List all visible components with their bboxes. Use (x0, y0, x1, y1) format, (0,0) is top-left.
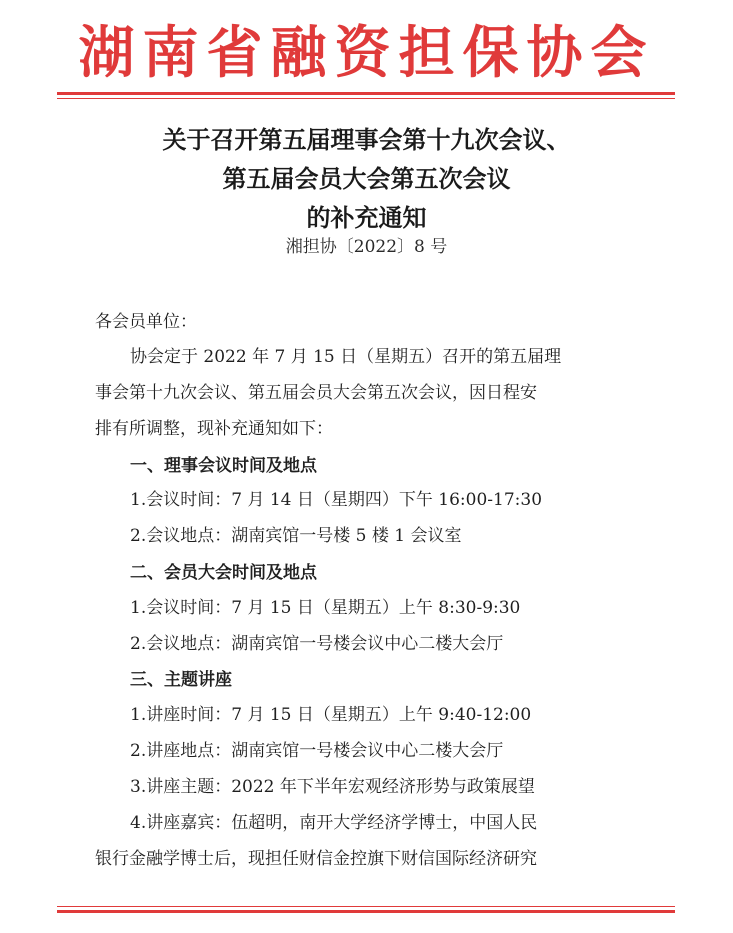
section-2-heading: 二、会员大会时间及地点 (130, 563, 317, 583)
section-1-item-2: 2.会议地点：湖南宾馆一号楼 5 楼 1 会议室 (130, 526, 462, 546)
section-3-item-2: 2.讲座地点：湖南宾馆一号楼会议中心二楼大会厅 (130, 741, 504, 761)
letterhead-rule-top-thin (57, 98, 675, 99)
section-3-item-4: 4.讲座嘉宾：伍超明，南开大学经济学博士，中国人民 (130, 813, 538, 833)
title-line-2: 第五届会员大会第五次会议 (222, 164, 511, 193)
footer-rule-thick (57, 910, 675, 913)
title-line-1: 关于召开第五届理事会第十九次会议、 (162, 125, 571, 154)
intro-line-3: 排有所调整，现补充通知如下： (95, 419, 333, 439)
section-1-item-1: 1.会议时间：7 月 14 日（星期四）下午 16:00-17:30 (130, 490, 543, 510)
section-1-heading: 一、理事会议时间及地点 (130, 456, 317, 476)
section-3-item-1: 1.讲座时间：7 月 15 日（星期五）上午 9:40-12:00 (130, 705, 532, 725)
salutation: 各会员单位： (95, 312, 197, 332)
document-number: 湘担协〔2022〕8 号 (285, 237, 448, 257)
intro-line-1: 协会定于 2022 年 7 月 15 日（星期五）召开的第五届理 (130, 347, 562, 367)
section-3-heading: 三、主题讲座 (130, 670, 232, 690)
title-line-3: 的补充通知 (306, 203, 427, 232)
section-2-item-2: 2.会议地点：湖南宾馆一号楼会议中心二楼大会厅 (130, 634, 504, 654)
footer-rule-thin (57, 906, 675, 907)
section-3-item-3: 3.讲座主题：2022 年下半年宏观经济形势与政策展望 (130, 777, 535, 797)
intro-line-2: 事会第十九次会议、第五届会员大会第五次会议，因日程安 (95, 383, 537, 403)
letterhead-org-name: 湖南省融资担保协会 (78, 20, 655, 86)
section-2-item-1: 1.会议时间：7 月 15 日（星期五）上午 8:30-9:30 (130, 598, 521, 618)
letterhead-rule-top (57, 92, 675, 95)
section-3-continuation: 银行金融学博士后，现担任财信金控旗下财信国际经济研究 (95, 849, 537, 869)
